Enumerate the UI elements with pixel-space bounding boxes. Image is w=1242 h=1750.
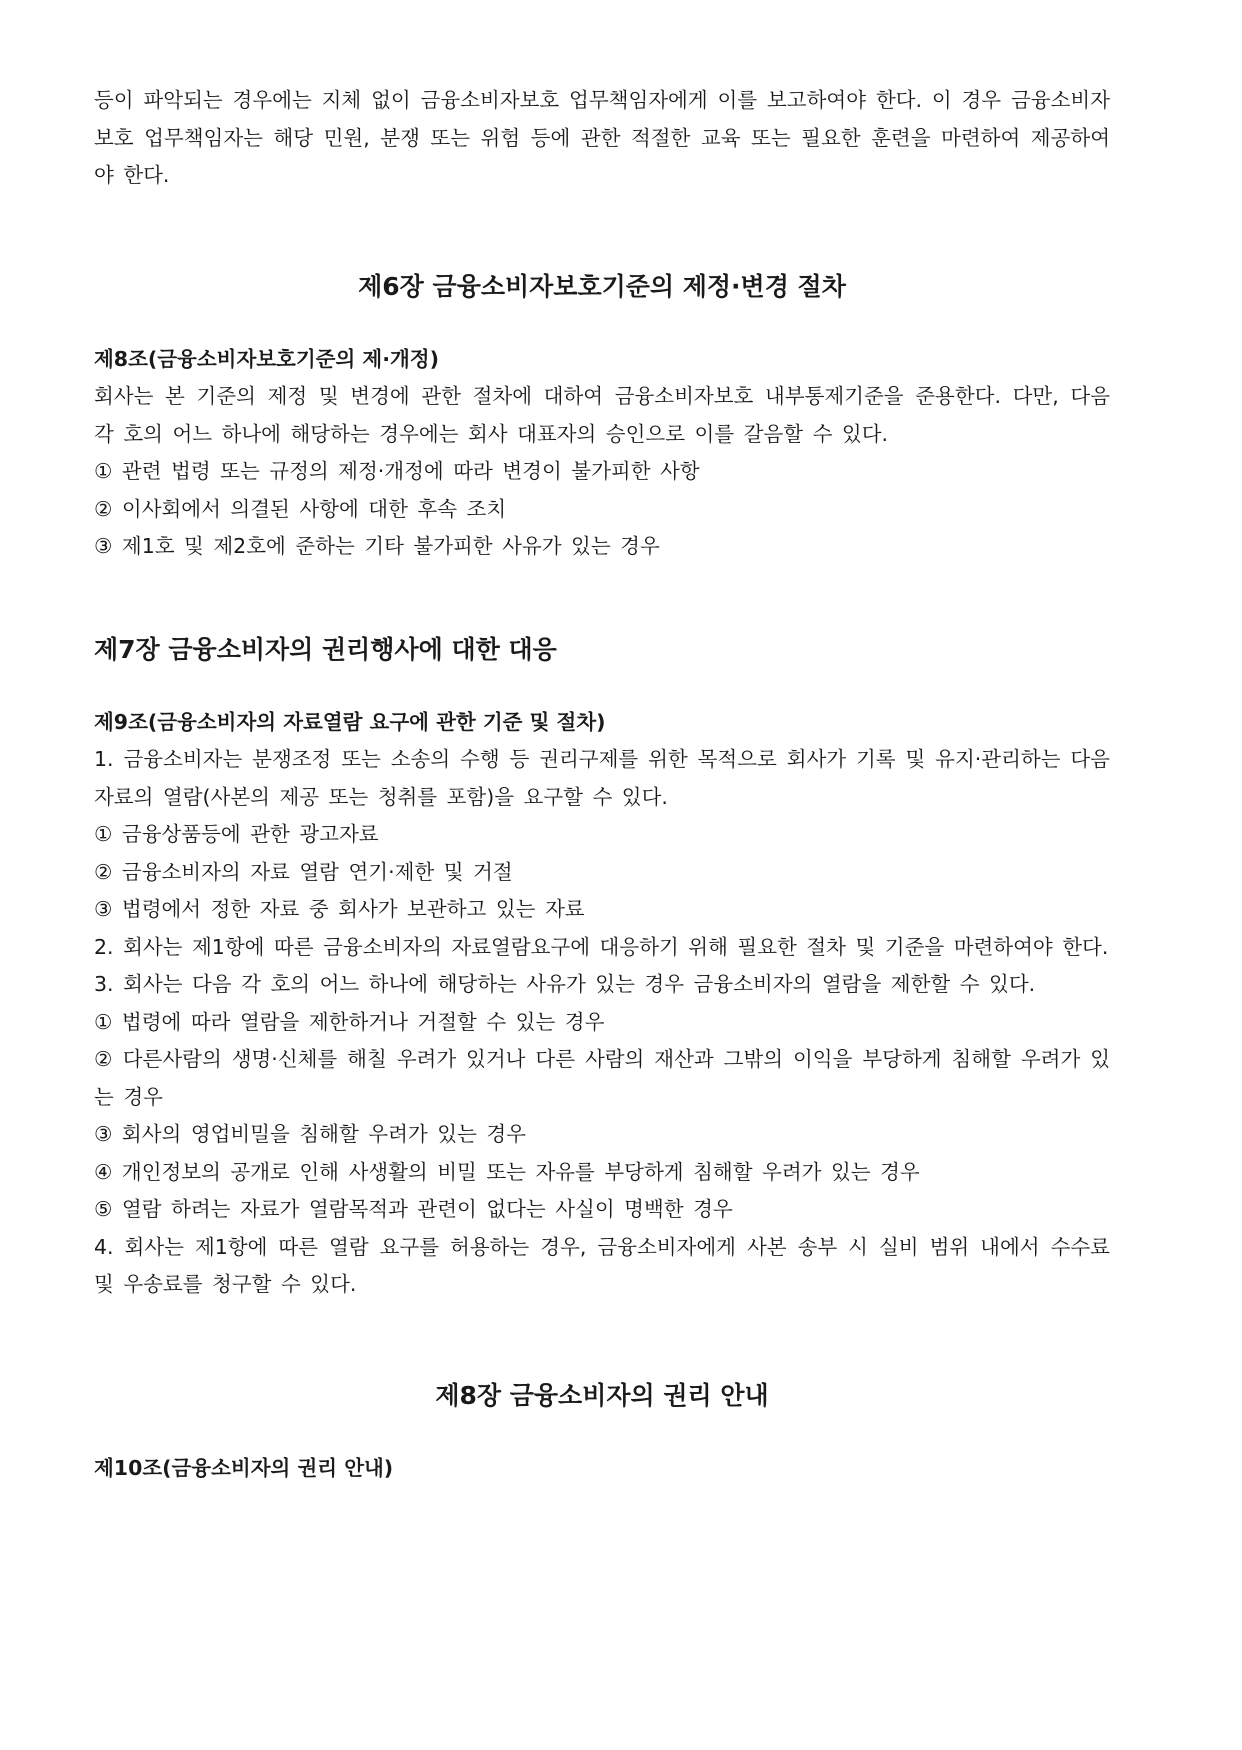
article-8-body: 회사는 본 기준의 제정 및 변경에 관한 절차에 대하여 금융소비자보호 내부통제기준을 준용한다. 다만, 다음 각 호의 어느 하나에 해당하는 경우에는 회사 대표자의 승인으로 이를 갈음할 수 있다.	[94, 384, 1110, 446]
article-8-item-3: ③ 제1호 및 제2호에 준하는 기타 불가피한 사유가 있는 경우	[94, 534, 660, 558]
article-9-p3-item-2: ② 다른사람의 생명·신체를 해칠 우려가 있거나 다른 사람의 재산과 그밖의 이익을 부당하게 침해할 우려가 있는 경우	[94, 1047, 1110, 1109]
chapter-6-title: 제6장 금융소비자보호기준의 제정·변경 절차	[358, 271, 846, 301]
article-9-paragraph-3: 3. 회사는 다음 각 호의 어느 하나에 해당하는 사유가 있는 경우 금융소비자의 열람을 제한할 수 있다.	[94, 972, 1036, 996]
chapter-8-title: 제8장 금융소비자의 권리 안내	[435, 1380, 769, 1410]
article-8-heading: 제8조(금융소비자보호기준의 제·개정)	[94, 346, 439, 371]
article-9-paragraph-4: 4. 회사는 제1항에 따른 열람 요구를 허용하는 경우, 금융소비자에게 사본 송부 시 실비 범위 내에서 수수료 및 우송료를 청구할 수 있다.	[94, 1234, 1110, 1296]
article-9-p3-item-4: ④ 개인정보의 공개로 인해 사생활의 비밀 또는 자유를 부당하게 침해할 우려가 있는 경우	[94, 1159, 920, 1184]
article-9-heading: 제9조(금융소비자의 자료열람 요구에 관한 기준 및 절차)	[94, 709, 606, 734]
chapter-7-title: 제7장 금융소비자의 권리행사에 대한 대응	[94, 634, 557, 664]
article-9-p1-item-1: ① 금융상품등에 관한 광고자료	[94, 822, 379, 846]
intro-paragraph: 등이 파악되는 경우에는 지체 없이 금융소비자보호 업무책임자에게 이를 보고하여야 한다. 이 경우 금융소비자보호 업무책임자는 해당 민원, 분쟁 또는 위험 등에 관한 적절한 교육 또는 필요한 훈련을 마련하여 제공하여야 한다.	[94, 88, 1110, 187]
document-page	[94, 82, 1110, 1487]
article-9-p3-item-5: ⑤ 열람 하려는 자료가 열람목적과 관련이 없다는 사실이 명백한 경우	[94, 1197, 733, 1221]
article-9-p1-item-2: ② 금융소비자의 자료 열람 연기·제한 및 거절	[94, 859, 513, 884]
article-9-p1-item-3: ③ 법령에서 정한 자료 중 회사가 보관하고 있는 자료	[94, 897, 585, 921]
article-8-item-2: ② 이사회에서 의결된 사항에 대한 후속 조치	[94, 496, 507, 521]
article-9-paragraph-1: 1. 금융소비자는 분쟁조정 또는 소송의 수행 등 권리구제를 위한 목적으로 회사가 기록 및 유지·관리하는 다음 자료의 열람(사본의 제공 또는 청취를 포함)을 요구할 수 있다.	[94, 747, 1110, 809]
article-8-item-1: ① 관련 법령 또는 규정의 제정·개정에 따라 변경이 불가피한 사항	[94, 459, 700, 483]
article-9-p3-item-3: ③ 회사의 영업비밀을 침해할 우려가 있는 경우	[94, 1122, 526, 1146]
article-9-p3-item-1: ① 법령에 따라 열람을 제한하거나 거절할 수 있는 경우	[94, 1009, 605, 1034]
article-10-heading: 제10조(금융소비자의 권리 안내)	[94, 1455, 394, 1480]
article-9-paragraph-2: 2. 회사는 제1항에 따른 금융소비자의 자료열람요구에 대응하기 위해 필요한 절차 및 기준을 마련하여야 한다.	[94, 934, 1109, 959]
